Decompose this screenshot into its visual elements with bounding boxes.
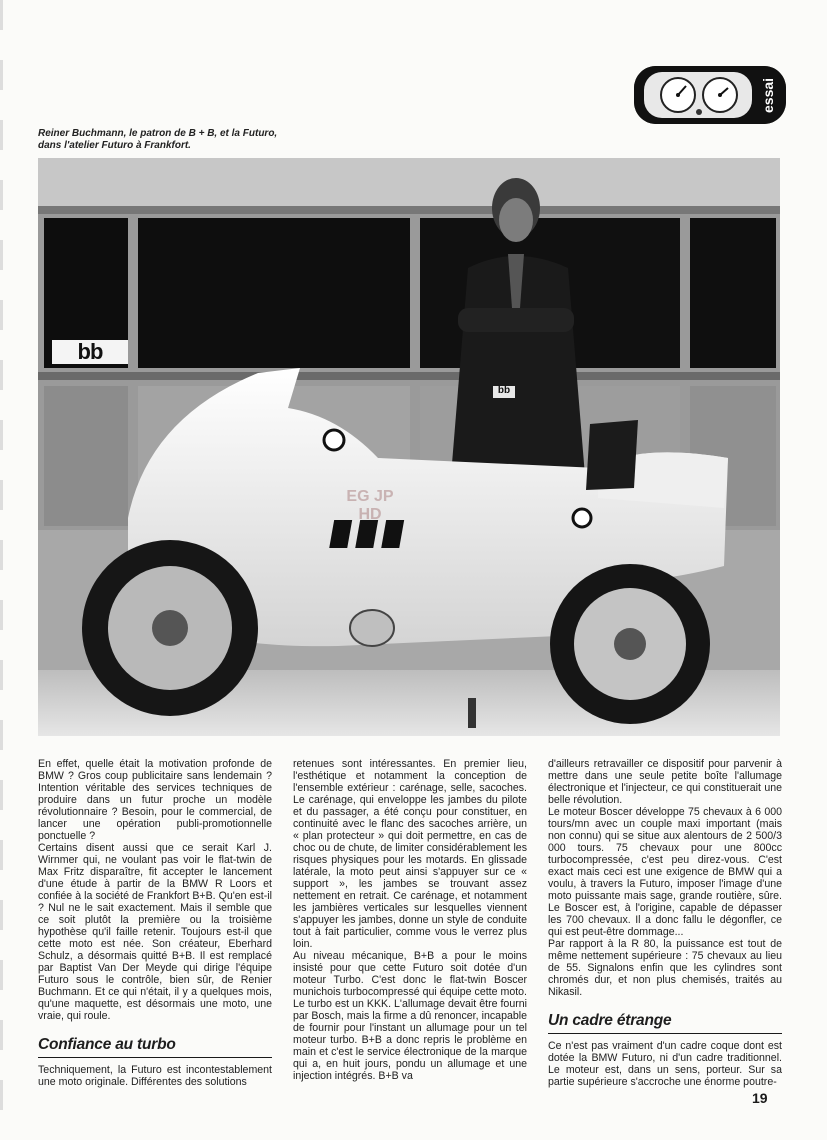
- col2-paragraph-1: retenues sont intéressantes. En premier lieu, l'esthétique et notamment la conception de l'ensemble extérieur : carénage, selle, sacoches. Le carénage, qui enveloppe les jambes du pilote et du passager, a été conçu pour constituer, en continuité avec le flanc des sacoches arrière, un « plan protecteur » qui doit permettre, en cas de choc ou de chute, de limiter considérablement les risques physiques pour les motards. En glissade latérale, la moto peut ainsi s'appuyer sur ce « support », les jambes se trouvant assez nettement en retrait. Ce carénage, et notamment les jambières verticales sur lesquelles viennent s'appuyer les jambes, donne un style de conduite tout à fait particulier, comme vous le verrez plus loin.: [293, 758, 527, 950]
- caption-line-2: dans l'atelier Futuro à Frankfort.: [38, 140, 191, 151]
- watermark: EG JP HD: [346, 488, 394, 523]
- section-heading-un-cadre-etrange: Un cadre étrange: [548, 1012, 782, 1034]
- col1-paragraph-1: En effet, quelle était la motivation profonde de BMW ? Gros coup publicitaire sans lendemain ? Intention véritable des services techniques de produire dans un futur proche un modèle révolutionnaire ? Besoin, pour le commercial, de lancer une opération publi-promotionnelle ponctuelle ?: [38, 758, 272, 842]
- col3-paragraph-1: d'ailleurs retravailler ce dispositif pour parvenir à mettre dans une seule petite boîte l'allumage électronique et l'injecteur, ce qui constituerait une belle révolution.: [548, 758, 782, 806]
- col1-paragraph-2: Certains disent aussi que ce serait Karl J. Wirnmer qui, ne voulant pas voir le flat-twin de Max Fritz disparaître, fit accepter le lancement d'une étude à partir de la BMW R Loors et confiée à la société de Frankfort B+B. Qu'en est-il ? Nul ne le sait exactement. Mais il semble que ce soit plutôt la première ou la troisième hypothèse qu'il faille retenir. Toujours est-il que cette moto est née. Son créateur, Eberhard Schulz, a désormais quitté B+B. Il est remplacé par Baptist Van Der Meyde qui dirige l'équipe Futuro sous le contrôle, bien sûr, de Renier Buchmann. Et ce qui n'était, il y a quelques mois, qu'une maquette, est désormais une moto, une vraie, qui roule.: [38, 842, 272, 1022]
- col3-paragraph-4: Ce n'est pas vraiment d'un cadre coque dont est dotée la BMW Futuro, ni d'un cadre traditionnel. Le moteur est, dans un sens, porteur. Sur sa partie supérieure s'accroche une énorme poutre-: [548, 1040, 782, 1088]
- caption-line-1: Reiner Buchmann, le patron de B + B, et la Futuro,: [38, 128, 278, 139]
- photo-caption: [38, 128, 338, 152]
- motorcycle-photo-illustration: [38, 158, 780, 736]
- col3-paragraph-2: Le moteur Boscer développe 75 chevaux à 6 000 tours/mn avec un couple maxi important (mais non connu) qui se situe aux alentours de 2 500/3 000 tours. 75 chevaux pour une 800cc turbocompressée, c'est peu direz-vous. C'est exact mais ceci est une exigence de BMW qui a voulu, à travers la Futuro, imposer l'image d'une moto puissante mais sage, grande routière, sûre. Le Boscer est, à l'origine, capable de dépasser les 700 chevaux. Il a donc fallu le dégonfler, ce qui est peut-être dommage...: [548, 806, 782, 938]
- section-heading-confiance-au-turbo: Confiance au turbo: [38, 1036, 272, 1058]
- col1-paragraph-3: Techniquement, la Futuro est incontestablement une moto originale. Différentes des solutions: [38, 1064, 272, 1088]
- col2-paragraph-2: Au niveau mécanique, B+B a pour le moins insisté pour que cette Futuro soit dotée d'un moteur Turbo. C'est donc le flat-twin Boscer munichois turbocompressé qui équipe cette moto. Le turbo est un KKK. L'allumage devait être fourni par Bosch, mais la firme a dû renoncer, incapable de fournir pour l'instant un allumage pour un tel moteur turbo. B+B a donc repris le problème en main et c'est le service électronique de la marque qui a, en huit jours, pondu un allumage et une injection intégrés. B+B va: [293, 950, 527, 1082]
- text-column-2: [293, 758, 527, 1082]
- bb-wall-sign: bb: [77, 339, 103, 364]
- page-edge: [0, 0, 3, 1140]
- bb-shirt-badge: bb: [497, 385, 511, 396]
- essai-logo: [634, 66, 786, 124]
- text-column-1: [38, 758, 272, 1088]
- col3-paragraph-3: Par rapport à la R 80, la puissance est tout de même nettement supérieure : 75 chevaux au lieu de 55. Signalons enfin que les cylindres sont chromés dur, et non plus chemisés, traités au Nikasil.: [548, 938, 782, 998]
- essai-logo-text: essai: [760, 77, 776, 113]
- photo-futuro-motorcycle: [38, 158, 780, 736]
- text-column-3: [548, 758, 782, 1088]
- page-number: 19: [752, 1090, 768, 1106]
